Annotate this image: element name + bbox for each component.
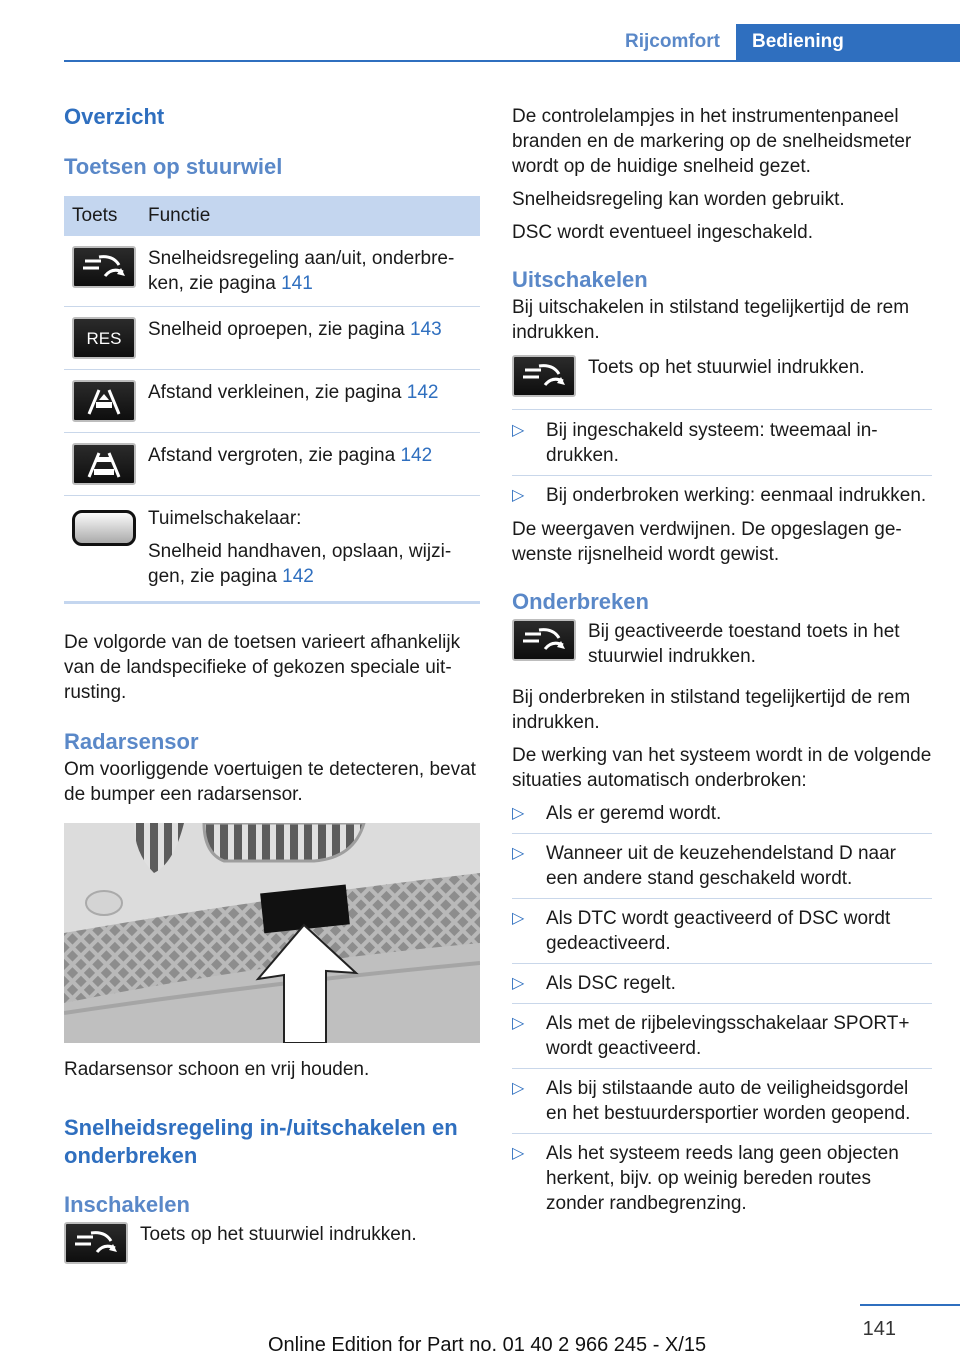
list-item: ▷ Als het systeem reeds lang geen objecten herkent, bijv. op weinig bereden routes zonder randbegrenzing. bbox=[512, 1143, 899, 1214]
switch-off-text: Bij uitschakelen in stilstand tegelijkertijd de rem indrukken. bbox=[512, 297, 910, 343]
cruise-control-icon bbox=[64, 1222, 128, 1264]
list-item: ▷ Bij onderbroken werking: eenmaal indrukken. bbox=[512, 485, 927, 506]
switch-on-instruction bbox=[64, 1222, 480, 1264]
distance-decrease-icon bbox=[72, 380, 136, 422]
table-cell-function: Snelheidsregeling aan/uit, onderbreken, zie pagina 141 bbox=[148, 236, 480, 307]
cruise-control-icon bbox=[72, 246, 136, 288]
table-cell-function: Afstand vergroten, zie pagina 142 bbox=[148, 433, 480, 496]
indicator-text: De controlelampjes in het instrumentenpaneel branden en de markering op de snelheidsmeter wordt op de huidige snelheid gezet. bbox=[512, 106, 912, 177]
list-item: ▷ Als met de rijbelevingsschakelaar SPORT+ wordt geactiveerd. bbox=[512, 1011, 932, 1069]
page-link[interactable]: 142 bbox=[406, 382, 439, 403]
page-footer bbox=[0, 1304, 960, 1362]
triangle-bullet-icon: ▷ bbox=[512, 1145, 525, 1162]
triangle-bullet-icon: ▷ bbox=[512, 422, 525, 439]
triangle-bullet-icon: ▷ bbox=[512, 805, 525, 822]
triangle-bullet-icon: ▷ bbox=[512, 910, 525, 927]
switch-off-heading: Uitschakelen bbox=[512, 267, 648, 292]
pause-text-1: Bij onderbreken in stilstand tegelijkertijd de rem indrukken. bbox=[512, 687, 911, 733]
triangle-bullet-icon: ▷ bbox=[512, 487, 525, 504]
pause-text-2: De werking van het systeem wordt in de volgende situaties automatisch onderbroken: bbox=[512, 745, 932, 791]
page-link[interactable]: 142 bbox=[282, 566, 314, 587]
usable-text: Snelheidsregeling kan worden gebruikt. bbox=[512, 189, 845, 210]
triangle-bullet-icon: ▷ bbox=[512, 845, 525, 862]
table-row bbox=[64, 236, 480, 307]
order-note: De volgorde van de toetsen varieert afhankelijk van de landspecifieke of gekozen speciale uitrusting. bbox=[64, 632, 461, 703]
table-cell-function: Snelheid oproepen, zie pagina 143 bbox=[148, 307, 480, 370]
cruise-section-heading: Snelheidsregeling in-/uitschakelen en onderbreken bbox=[64, 1115, 458, 1168]
table-row bbox=[64, 496, 480, 603]
triangle-bullet-icon: ▷ bbox=[512, 1015, 525, 1032]
table-header-function: Functie bbox=[148, 196, 480, 236]
radar-sensor-image bbox=[64, 823, 480, 1043]
rocker-switch-icon bbox=[72, 510, 136, 546]
table-header-row bbox=[64, 196, 480, 236]
page-link[interactable]: 141 bbox=[281, 273, 313, 294]
right-column bbox=[512, 104, 932, 1230]
switch-off-icon-text: Toets op het stuurwiel indrukken. bbox=[588, 357, 865, 378]
list-item: ▷ Als bij stilstaande auto de veiligheidsgordel en het bestuurdersportier worden geopend. bbox=[512, 1076, 932, 1134]
list-item: ▷ Bij ingeschakeld systeem: tweemaal indrukken. bbox=[512, 418, 932, 476]
table-header-key: Toets bbox=[64, 196, 148, 236]
list-item: ▷ Als DSC regelt. bbox=[512, 971, 932, 1004]
radar-caption: Radarsensor schoon en vrij houden. bbox=[64, 1059, 370, 1080]
dsc-text: DSC wordt eventueel ingeschakeld. bbox=[512, 222, 814, 243]
tab-bediening[interactable]: Bediening bbox=[736, 24, 960, 60]
list-item: ▷ Wanneer uit de keuzehendelstand D naar een andere stand geschakeld wordt. bbox=[512, 841, 932, 899]
section-title: Overzicht bbox=[64, 104, 165, 129]
page-header bbox=[64, 24, 960, 62]
footer-rule bbox=[860, 1304, 960, 1306]
cruise-control-icon bbox=[512, 355, 576, 397]
page-link[interactable]: 142 bbox=[400, 445, 433, 466]
edition-text: Online Edition for Part no. 01 40 2 966 245 - X/15 bbox=[268, 1334, 707, 1356]
pause-list bbox=[512, 801, 932, 1223]
switch-on-text: Toets op het stuurwiel indrukken. bbox=[140, 1224, 417, 1245]
pause-icon-text: Bij geactiveerde toestand toets in het stuurwiel indrukken. bbox=[588, 621, 900, 667]
table-row bbox=[64, 433, 480, 496]
distance-increase-icon bbox=[72, 443, 136, 485]
switch-on-heading: Inschakelen bbox=[64, 1192, 190, 1217]
subsection-title: Toetsen op stuurwiel bbox=[64, 154, 283, 179]
tab-rijcomfort[interactable]: Rijcomfort bbox=[625, 31, 720, 52]
steering-keys-table bbox=[64, 196, 480, 604]
radar-text: Om voorliggende voertuigen te detecteren, bevat de bumper een radarsensor. bbox=[64, 759, 476, 805]
table-row bbox=[64, 307, 480, 370]
list-item: ▷ Als er geremd wordt. bbox=[512, 801, 932, 834]
switch-off-list bbox=[512, 409, 932, 515]
triangle-bullet-icon: ▷ bbox=[512, 975, 525, 992]
pause-instruction bbox=[512, 619, 932, 669]
table-row bbox=[64, 370, 480, 433]
page-number: 141 bbox=[862, 1318, 896, 1340]
table-cell-function: Tuimelschakelaar: Snelheid handhaven, opslaan, wijzigen, zie pagina 142 bbox=[148, 496, 480, 603]
left-column bbox=[64, 100, 480, 1264]
switch-off-instruction bbox=[512, 355, 932, 397]
page-link[interactable]: 143 bbox=[409, 319, 442, 340]
table-cell-function: Afstand verkleinen, zie pagina 142 bbox=[148, 370, 480, 433]
radar-heading: Radarsensor bbox=[64, 729, 199, 754]
pause-heading: Onderbreken bbox=[512, 589, 649, 614]
triangle-bullet-icon: ▷ bbox=[512, 1080, 525, 1097]
switch-off-after: De weergaven verdwijnen. De opgeslagen gewenste rijsnelheid wordt gewist. bbox=[512, 519, 902, 565]
list-item: ▷ Als DTC wordt geactiveerd of DSC wordt gedeactiveerd. bbox=[512, 906, 932, 964]
res-button: RES bbox=[72, 317, 136, 359]
cruise-control-icon bbox=[512, 619, 576, 661]
